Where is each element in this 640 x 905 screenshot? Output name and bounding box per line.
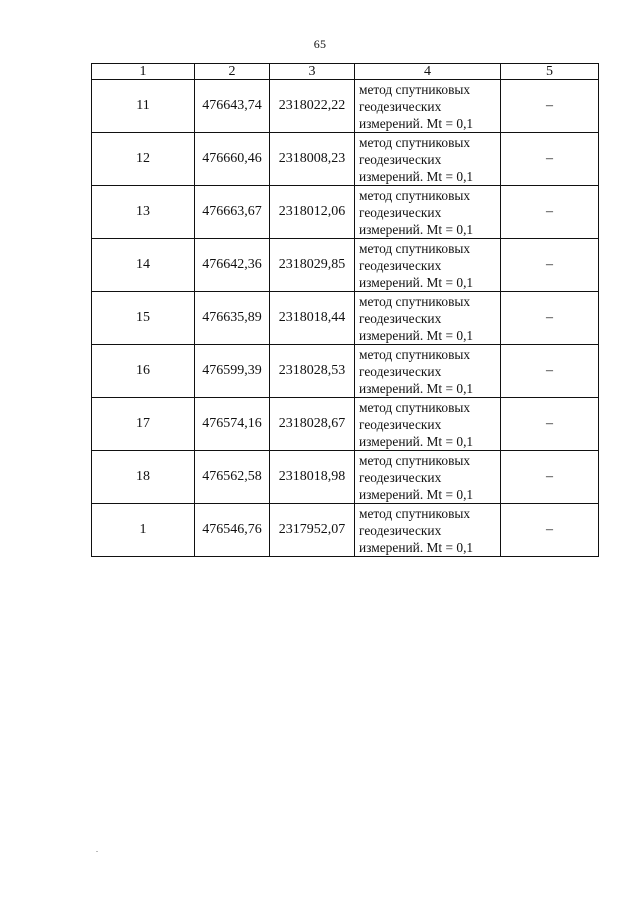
point-number: 15 xyxy=(92,292,195,345)
point-number: 13 xyxy=(92,186,195,239)
table-row xyxy=(92,186,599,239)
table-row xyxy=(92,451,599,504)
point-number: 14 xyxy=(92,239,195,292)
table-body xyxy=(92,80,599,557)
header-col-2: 2 xyxy=(195,64,270,80)
note-dash: – xyxy=(501,80,599,133)
point-number: 12 xyxy=(92,133,195,186)
note-dash: – xyxy=(501,345,599,398)
method-description xyxy=(355,451,501,504)
method-line: измерений. Mt = 0,1 xyxy=(359,327,474,343)
method-line: метод спутниковых xyxy=(359,187,471,203)
method-description xyxy=(355,186,501,239)
method-line: измерений. Mt = 0,1 xyxy=(359,539,474,555)
table-row xyxy=(92,504,599,557)
coordinate-y: 2318028,53 xyxy=(270,345,355,398)
coordinate-y: 2318018,98 xyxy=(270,451,355,504)
method-line: измерений. Mt = 0,1 xyxy=(359,221,474,237)
point-number: 1 xyxy=(92,504,195,557)
method-line: метод спутниковых xyxy=(359,240,471,256)
method-line: геодезических xyxy=(359,469,442,485)
method-line: геодезических xyxy=(359,522,442,538)
note-dash: – xyxy=(501,239,599,292)
coordinate-y: 2318012,06 xyxy=(270,186,355,239)
method-line: метод спутниковых xyxy=(359,81,471,97)
table-row xyxy=(92,80,599,133)
point-number: 11 xyxy=(92,80,195,133)
method-line: геодезических xyxy=(359,257,442,273)
method-line: геодезических xyxy=(359,416,442,432)
page-number: 65 xyxy=(313,37,327,51)
table-row xyxy=(92,398,599,451)
coordinate-x: 476642,36 xyxy=(195,239,270,292)
method-description xyxy=(355,292,501,345)
method-line: геодезических xyxy=(359,363,442,379)
coordinate-x: 476574,16 xyxy=(195,398,270,451)
note-dash: – xyxy=(501,398,599,451)
method-line: измерений. Mt = 0,1 xyxy=(359,274,474,290)
method-description xyxy=(355,398,501,451)
method-line: измерений. Mt = 0,1 xyxy=(359,168,474,184)
note-dash: – xyxy=(501,186,599,239)
method-line: геодезических xyxy=(359,204,442,220)
table-row xyxy=(92,292,599,345)
header-col-5: 5 xyxy=(501,64,599,80)
note-dash: – xyxy=(501,133,599,186)
header-col-3: 3 xyxy=(270,64,355,80)
table-header-row xyxy=(92,64,599,80)
method-description xyxy=(355,80,501,133)
note-dash: – xyxy=(501,504,599,557)
coordinates-table xyxy=(91,63,599,557)
method-line: измерений. Mt = 0,1 xyxy=(359,486,474,502)
method-line: геодезических xyxy=(359,98,442,114)
note-dash: – xyxy=(501,451,599,504)
method-line: метод спутниковых xyxy=(359,346,471,362)
method-description xyxy=(355,345,501,398)
header-col-1: 1 xyxy=(92,64,195,80)
table-row xyxy=(92,345,599,398)
note-dash: – xyxy=(501,292,599,345)
point-number: 18 xyxy=(92,451,195,504)
table-row xyxy=(92,239,599,292)
method-line: метод спутниковых xyxy=(359,452,471,468)
method-line: метод спутниковых xyxy=(359,134,471,150)
scan-speck xyxy=(96,851,98,852)
point-number: 16 xyxy=(92,345,195,398)
coordinate-x: 476643,74 xyxy=(195,80,270,133)
coordinate-y: 2317952,07 xyxy=(270,504,355,557)
method-line: геодезических xyxy=(359,310,442,326)
coordinate-y: 2318008,23 xyxy=(270,133,355,186)
coordinate-x: 476660,46 xyxy=(195,133,270,186)
method-line: геодезических xyxy=(359,151,442,167)
coordinate-y: 2318018,44 xyxy=(270,292,355,345)
coordinate-y: 2318022,22 xyxy=(270,80,355,133)
method-line: измерений. Mt = 0,1 xyxy=(359,115,474,131)
coordinate-x: 476663,67 xyxy=(195,186,270,239)
coordinate-x: 476562,58 xyxy=(195,451,270,504)
method-line: метод спутниковых xyxy=(359,505,471,521)
method-description xyxy=(355,504,501,557)
coordinate-x: 476599,39 xyxy=(195,345,270,398)
method-line: метод спутниковых xyxy=(359,399,471,415)
coordinate-x: 476635,89 xyxy=(195,292,270,345)
method-line: измерений. Mt = 0,1 xyxy=(359,380,474,396)
table-row xyxy=(92,133,599,186)
coordinate-y: 2318029,85 xyxy=(270,239,355,292)
method-description xyxy=(355,133,501,186)
point-number: 17 xyxy=(92,398,195,451)
method-description xyxy=(355,239,501,292)
coordinate-y: 2318028,67 xyxy=(270,398,355,451)
coordinate-x: 476546,76 xyxy=(195,504,270,557)
method-line: метод спутниковых xyxy=(359,293,471,309)
method-line: измерений. Mt = 0,1 xyxy=(359,433,474,449)
header-col-4: 4 xyxy=(355,64,501,80)
